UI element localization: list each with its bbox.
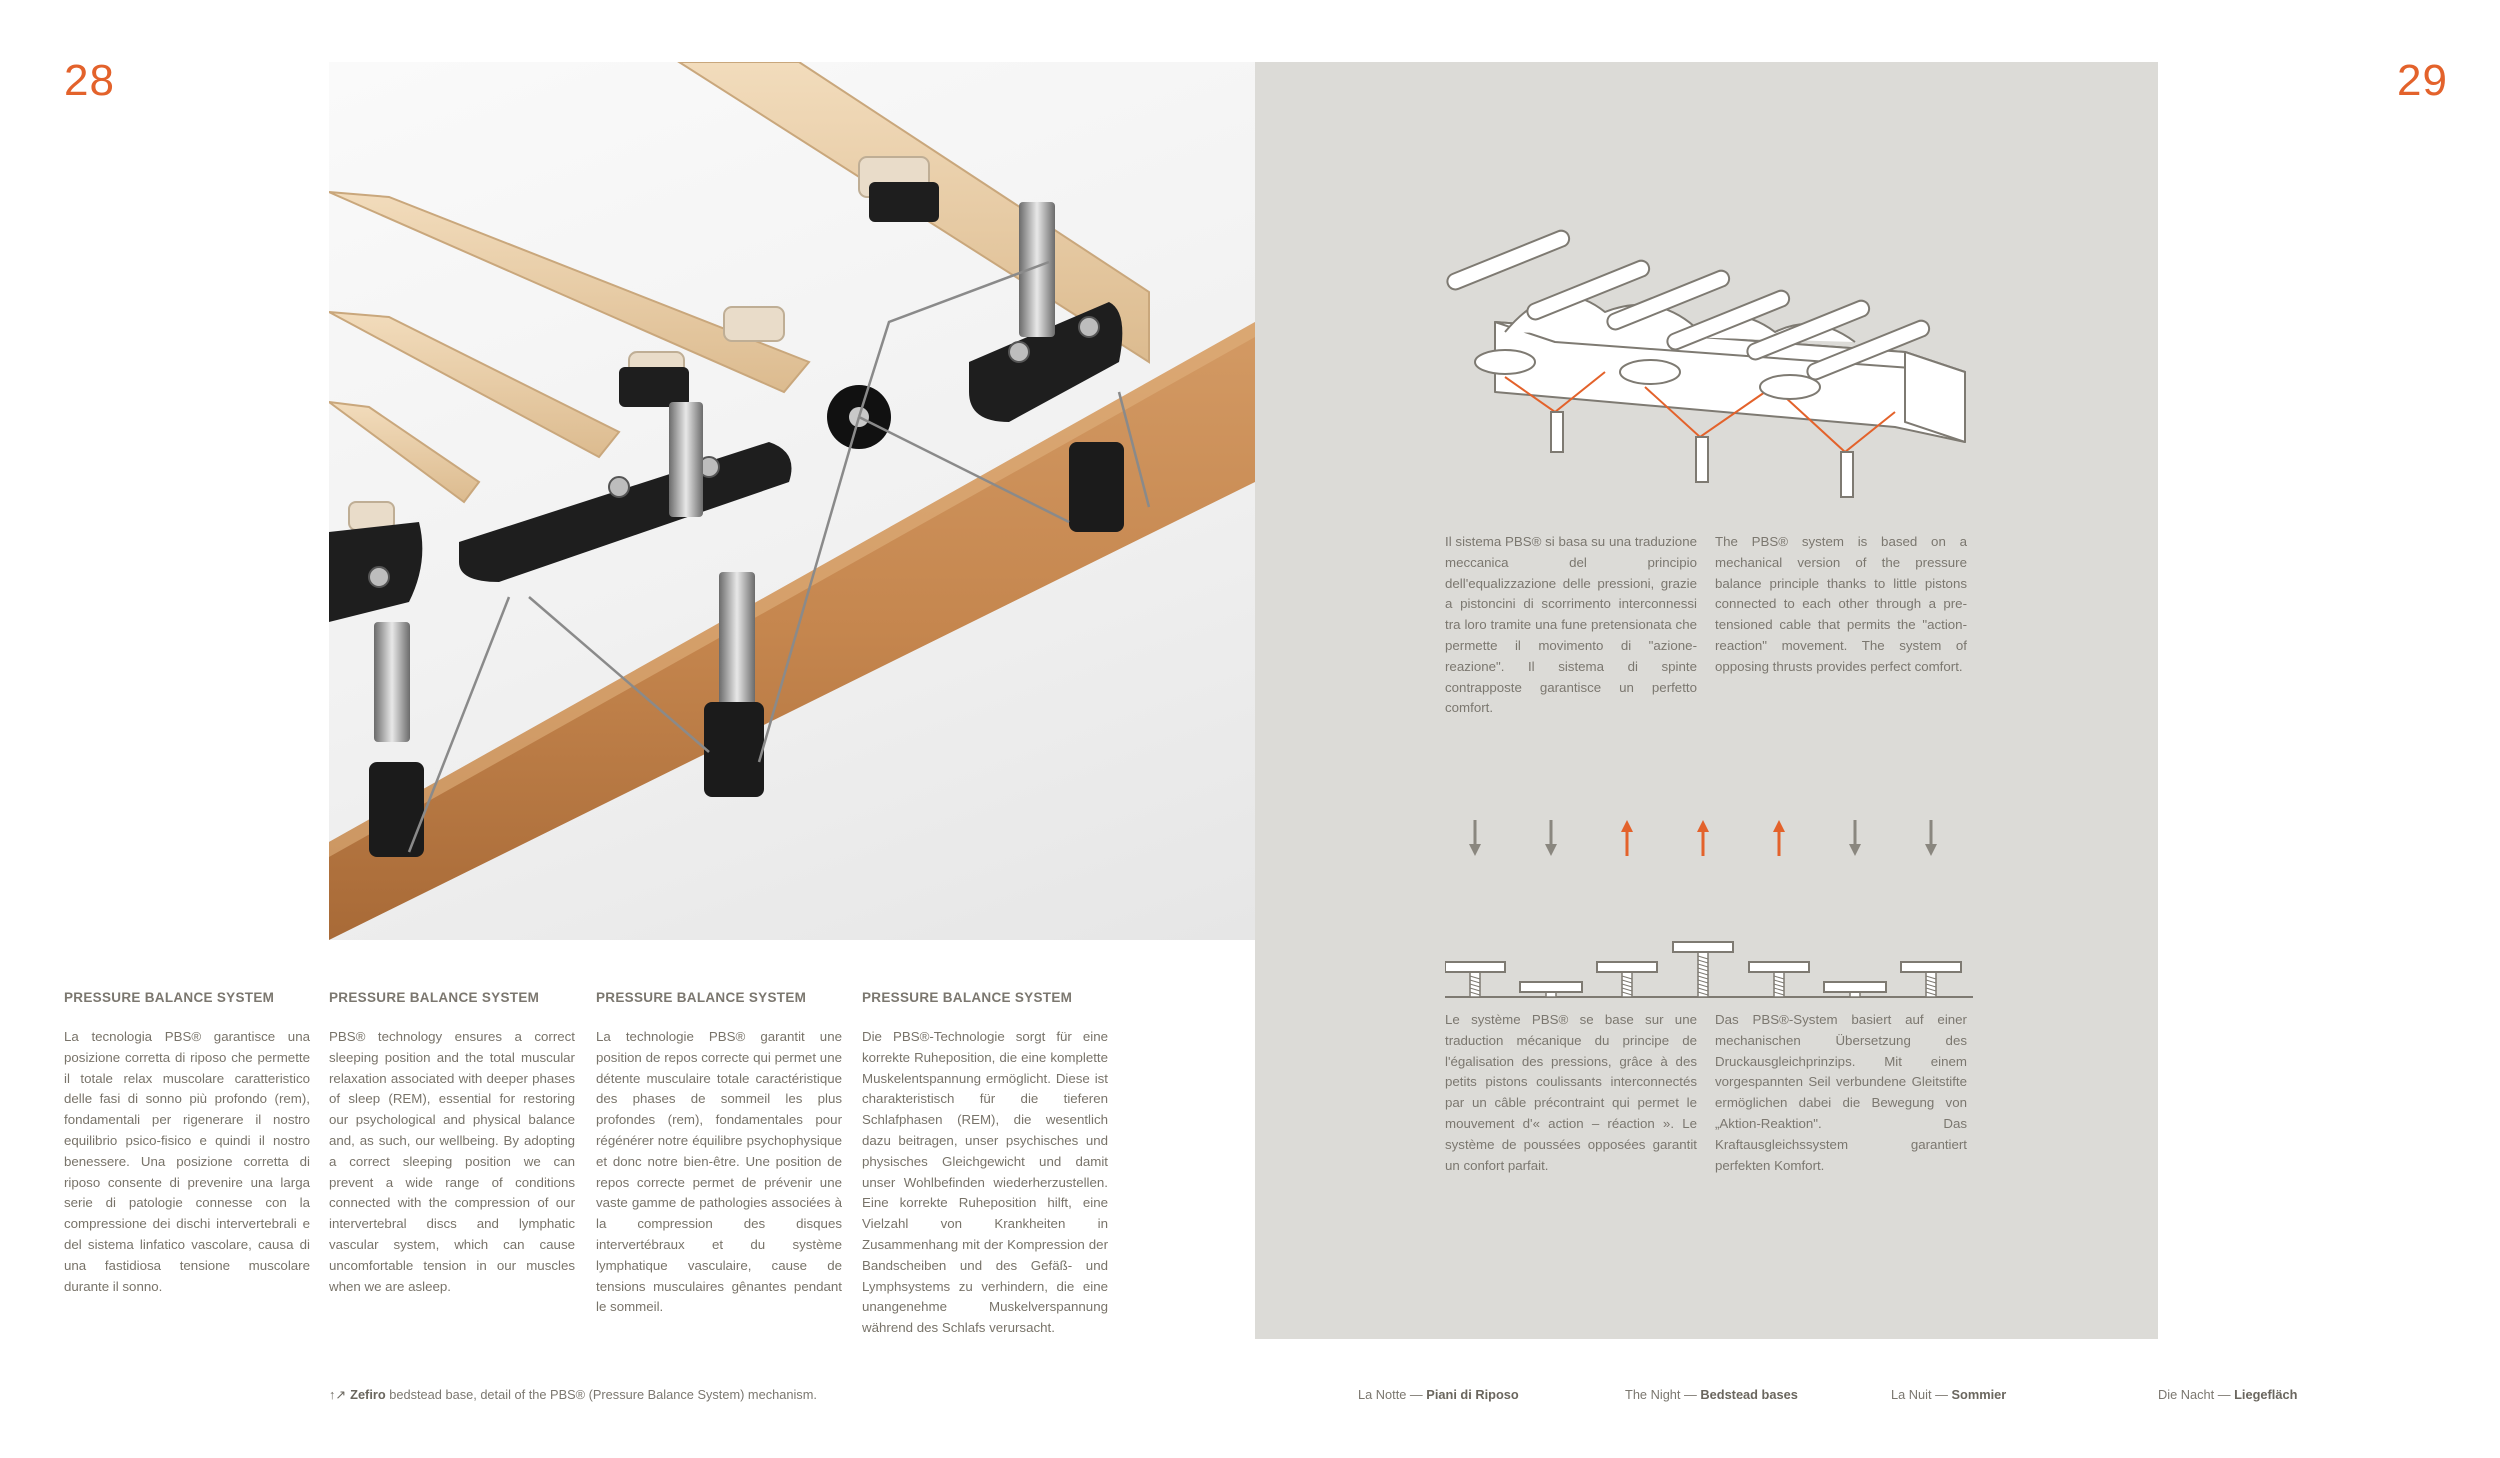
nav-link-prefix: La Nuit — [1891, 1387, 1952, 1402]
nav-link-it[interactable] [1358, 1387, 1519, 1402]
caption-product-name: Zefiro [350, 1387, 386, 1402]
nav-link-label: Sommier [1951, 1387, 2007, 1402]
page-number-left: 28 [64, 56, 115, 105]
arrow-up-icon [1773, 820, 1785, 856]
arrow-up-icon [1697, 820, 1709, 856]
caption-text: bedstead base, detail of the PBS® (Pressure Balance System) mechanism. [385, 1387, 817, 1402]
piston [1673, 942, 1733, 997]
column-heading: PRESSURE BALANCE SYSTEM [329, 990, 540, 1005]
nav-link-label: Liegefläch [2234, 1387, 2298, 1402]
panel-text-de: Das PBS®-System basiert auf einer mechanischen Übersetzung des Druckausgleichprinzips. Mit einem vorgespannten Seil verbundene Gleitstifte ermöglichen dabei die Bewegung von „Aktion-Reaktion". Das Kraftausgleichssystem garantiert perfekten Komfort. [1715, 1012, 1967, 1173]
diagram-panel [1255, 62, 2158, 1339]
arrow-up-icon [1621, 820, 1633, 856]
column-fr [596, 990, 842, 1318]
photo-caption [329, 1387, 817, 1403]
column-heading: PRESSURE BALANCE SYSTEM [862, 990, 1073, 1005]
nav-link-prefix: Die Nacht — [2158, 1387, 2235, 1402]
nav-link-label: Piani di Riposo [1426, 1387, 1519, 1402]
nav-link-fr[interactable] [1891, 1387, 2006, 1402]
piston [1901, 962, 1961, 997]
column-body: La tecnologia PBS® garantisce una posizione corretta di riposo che permette il totale relax muscolare caratteristico delle fasi di sonno più profondo (rem), fondamentali per rigenerare il nostro equilibrio psico-fisico e quindi il nostro benessere. Una posizione corretta di riposo consente di prevenire una larga serie di patologie connesse con la compressione dei dischi intervertebrali e del sistema linfatico vascolare, causa di una fastidiosa tensione muscolare durante il sonno. [64, 1029, 310, 1294]
pressure-balance-diagram [1445, 802, 1985, 1022]
product-photo [329, 62, 1255, 940]
piston [1824, 982, 1886, 997]
caption-arrows-icon: ↑↗ [329, 1387, 347, 1402]
panel-text-fr: Le système PBS® se base sur une traduction mécanique du principe de l'égalisation des pressions, grâce à des petits pistons coulissants interconnectés par un câble précontraint qui permet le mouvement d'« action – réaction ». Le système de poussées opposées garantit un confort parfait. [1445, 1012, 1697, 1173]
piston [1520, 982, 1582, 997]
nav-link-prefix: The Night — [1625, 1387, 1701, 1402]
panel-text-it: Il sistema PBS® si basa su una traduzione meccanica del principio dell'equalizzazione delle pressioni, grazie a pistoncini di scorrimento interconnessi tra loro tramite una fune pretensionata che permette il movimento di "azione-reazione". Il sistema di spinte contrapposte garantisce un perfetto comfort. [1445, 534, 1697, 716]
panel-text-en: The PBS® system is based on a mechanical version of the pressure balance principle thanks to little pistons connected to each other through a pre-tensioned cable that permits the "action-reaction" movement. The system of opposing thrusts provides perfect comfort. [1715, 534, 1967, 674]
nav-link-de[interactable] [2158, 1387, 2297, 1402]
nav-link-prefix: La Notte — [1358, 1387, 1427, 1402]
column-body: La technologie PBS® garantit une position de repos correcte qui permet une détente musculaire totale caractéristique des phases de sommeil les plus profondes (rem), fondamentales pour régénérer notre équilibre psychophysique et donc notre bien-être. Une position de repos correcte permet de prévenir une vaste gamme de pathologies associées à la compression des disques intervertébraux et du système lymphatique vasculaire, cause de tensions musculaires gênantes pendant le sommeil. [596, 1029, 842, 1315]
nav-link-label: Bedstead bases [1700, 1387, 1798, 1402]
piston [1597, 962, 1657, 997]
arrow-down-icon [1469, 820, 1481, 856]
column-heading: PRESSURE BALANCE SYSTEM [596, 990, 807, 1005]
column-en [329, 990, 575, 1297]
column-heading: PRESSURE BALANCE SYSTEM [64, 990, 275, 1005]
column-body: PBS® technology ensures a correct sleeping position and the total muscular relaxation associated with deeper phases of sleep (REM), essential for restoring our psychological and physical balance and, as such, our wellbeing. By adopting a correct sleeping position we can prevent a wide range of conditions connected with the compression of our intervertebral discs and lymphatic vascular system, which can cause uncomfortable tension in our muscles when we are asleep. [329, 1029, 575, 1294]
arrow-down-icon [1849, 820, 1861, 856]
column-de [862, 990, 1108, 1339]
piston [1749, 962, 1809, 997]
arrow-down-icon [1925, 820, 1937, 856]
column-body: Die PBS®-Technologie sorgt für eine korrekte Ruheposition, die eine komplette Muskelentspannung ermöglicht. Diese ist charakteristisch für die tieferen Schlafphasen (REM), die wesentlich dazu beitragen, unser psychisches und physisches Gleichgewicht und damit unser Wohlbefinden wiederherzustellen. Eine korrekte Ruheposition hilft, eine Vielzahl von Krankheiten in Zusammenhang mit der Kompression der Bandscheiben und des Gefäß- und Lymphsystems zu verhindern, die eine unangenehme Muskelverspannung während des Schlafs verursacht. [862, 1029, 1108, 1336]
piston [1445, 962, 1505, 997]
nav-link-en[interactable] [1625, 1387, 1798, 1402]
pbs-mechanism-illustration [1435, 222, 1985, 522]
arrow-down-icon [1545, 820, 1557, 856]
page-number-right: 29 [2397, 56, 2448, 105]
column-it [64, 990, 310, 1297]
